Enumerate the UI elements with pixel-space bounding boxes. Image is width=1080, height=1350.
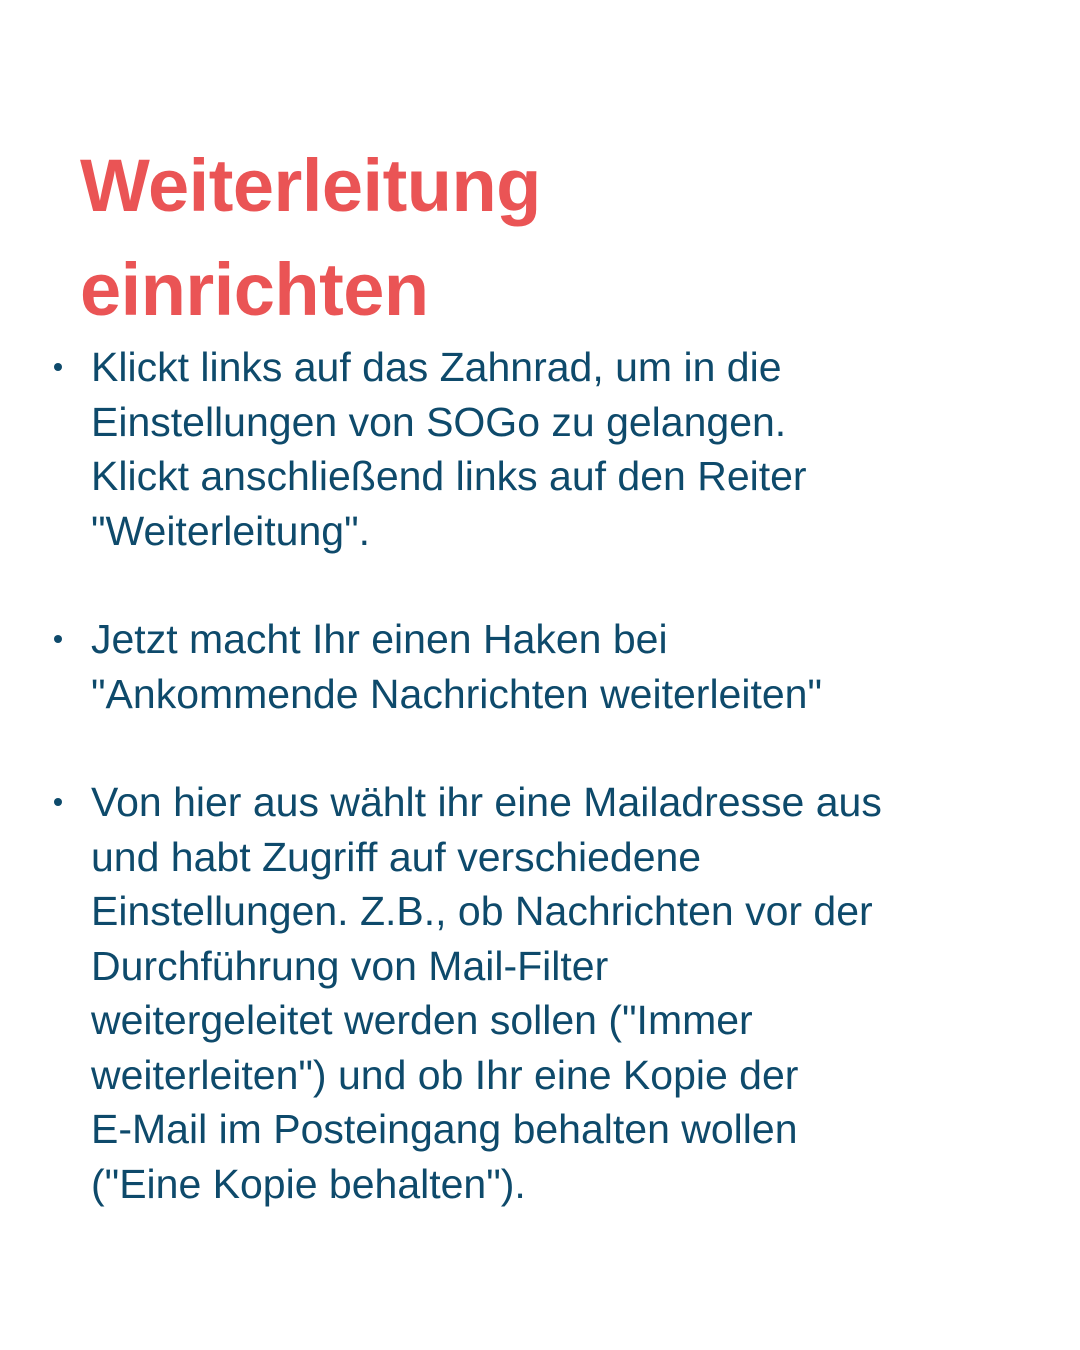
- list-item-text: ("Eine Kopie behalten").: [91, 1160, 526, 1207]
- list-item-2: [54, 612, 994, 721]
- instruction-list: [54, 340, 994, 1211]
- list-item-text: Klickt links auf das Zahnrad, um in die: [91, 344, 782, 390]
- title-line-2: einrichten: [80, 248, 429, 331]
- list-item-text: Durchführung von Mail-Filter: [91, 942, 609, 989]
- list-item-text: Klickt anschließend links auf den Reiter: [91, 453, 807, 499]
- list-item-text: Einstellungen von SOGo zu gelangen.: [91, 398, 787, 445]
- list-item-text: Von hier aus wählt ihr eine Mailadresse aus: [91, 779, 882, 825]
- list-item-text: und habt Zugriff auf verschiedene: [91, 833, 702, 880]
- bullet-icon: [54, 635, 62, 643]
- bullet-icon: [54, 798, 62, 806]
- list-item-3: [54, 775, 994, 1211]
- list-item-text: Jetzt macht Ihr einen Haken bei: [91, 616, 668, 662]
- list-item-text: weiterleiten") und ob Ihr eine Kopie der: [91, 1051, 799, 1098]
- title-line-1: Weiterleitung: [80, 144, 541, 227]
- list-item-text: "Ankommende Nachrichten weiterleiten": [91, 670, 823, 717]
- list-item-text: "Weiterleitung".: [91, 507, 371, 554]
- list-item-1: [54, 340, 994, 558]
- list-item-text: E-Mail im Posteingang behalten wollen: [91, 1106, 798, 1152]
- bullet-icon: [54, 363, 62, 371]
- list-item-text: weitergeleitet werden sollen ("Immer: [91, 997, 753, 1043]
- page-title: [80, 134, 980, 342]
- list-item-text: Einstellungen. Z.B., ob Nachrichten vor der: [91, 888, 873, 934]
